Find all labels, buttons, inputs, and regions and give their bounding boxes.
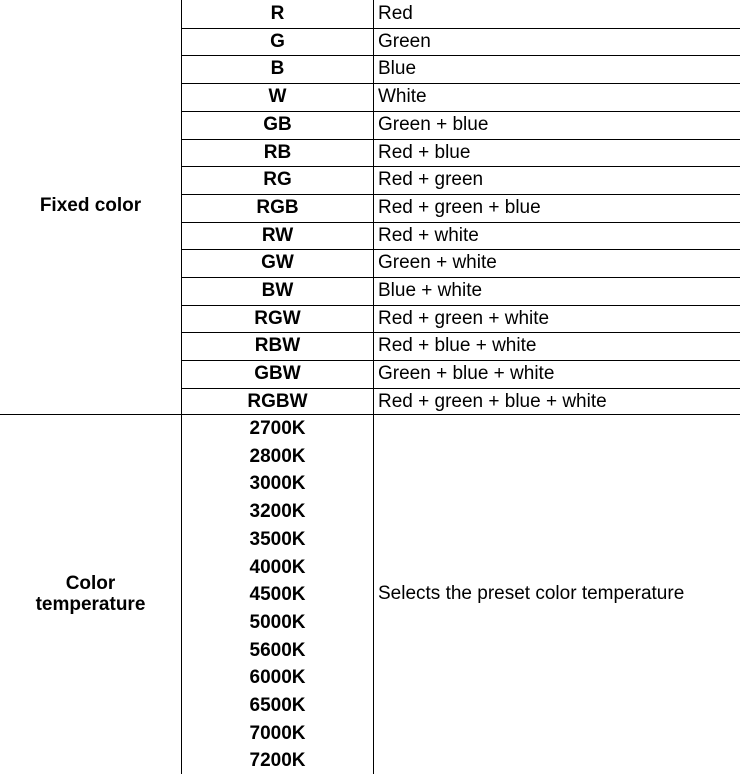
category-color-temperature — [0, 573, 181, 615]
color-description: Red + green + blue — [378, 196, 541, 218]
color-description: Red + green + white — [378, 307, 550, 329]
color-code: R — [270, 3, 285, 24]
color-code: RGBW — [247, 390, 308, 412]
row-divider — [181, 55, 740, 56]
color-description: Red — [378, 3, 413, 24]
color-temperature-value: 2700K — [249, 418, 306, 439]
color-temperature-value: 6000K — [249, 667, 306, 689]
category-fixed-color: Fixed color — [39, 195, 142, 216]
color-temperature-description: Selects the preset color temperature — [378, 583, 685, 604]
color-description: Red + green — [378, 169, 484, 191]
color-description: Green + blue — [378, 113, 489, 135]
color-description: Red + white — [378, 224, 479, 246]
color-code: RBW — [254, 335, 301, 357]
color-description: Green — [378, 30, 431, 52]
color-temperature-value: 7000K — [249, 722, 306, 744]
row-divider — [181, 139, 740, 140]
color-description: Blue — [378, 58, 417, 80]
color-code: RGW — [254, 307, 301, 329]
color-temperature-value: 3500K — [249, 528, 306, 550]
color-code: RB — [263, 141, 292, 163]
color-description: Blue + white — [378, 280, 483, 301]
row-divider — [181, 277, 740, 278]
color-temperature-value: 3200K — [249, 501, 306, 523]
color-description: Red + blue + white — [378, 335, 537, 357]
row-divider — [181, 83, 740, 84]
row-divider — [181, 111, 740, 112]
color-temperature-value: 7200K — [249, 750, 306, 772]
color-code: GW — [261, 252, 294, 274]
color-description: Red + blue — [378, 141, 471, 163]
color-code: BW — [261, 280, 294, 301]
color-temperature-value: 4500K — [249, 584, 306, 606]
row-divider — [181, 28, 740, 29]
color-description: Green + white — [378, 252, 497, 274]
color-temperature-value: 3000K — [249, 473, 306, 495]
color-code: RGB — [256, 196, 299, 218]
row-divider — [181, 360, 740, 361]
row-divider — [181, 332, 740, 333]
color-code: GB — [263, 113, 292, 135]
color-temperature-value: 2800K — [249, 445, 306, 467]
row-divider — [181, 305, 740, 306]
row-divider — [181, 388, 740, 389]
category-color-temperature-line2: temperature — [35, 594, 146, 615]
color-temperature-value: 5000K — [249, 611, 306, 633]
column-divider-right — [373, 0, 374, 774]
color-description: White — [378, 86, 427, 108]
color-code: W — [268, 86, 287, 108]
row-divider — [181, 194, 740, 195]
color-code: G — [270, 30, 285, 52]
color-description: Green + blue + white — [378, 363, 555, 385]
color-temperature-value: 6500K — [249, 695, 306, 716]
color-code: RG — [263, 169, 292, 191]
row-divider — [181, 249, 740, 250]
row-divider — [181, 222, 740, 223]
category-color-temperature-line1: Color — [65, 573, 116, 594]
color-temperature-value: 5600K — [249, 639, 306, 661]
color-code: RW — [261, 224, 294, 246]
color-description: Red + green + blue + white — [378, 390, 607, 412]
row-divider — [181, 166, 740, 167]
color-temperature-value: 4000K — [249, 556, 306, 578]
color-code: B — [270, 58, 285, 80]
color-code: GBW — [254, 363, 301, 385]
